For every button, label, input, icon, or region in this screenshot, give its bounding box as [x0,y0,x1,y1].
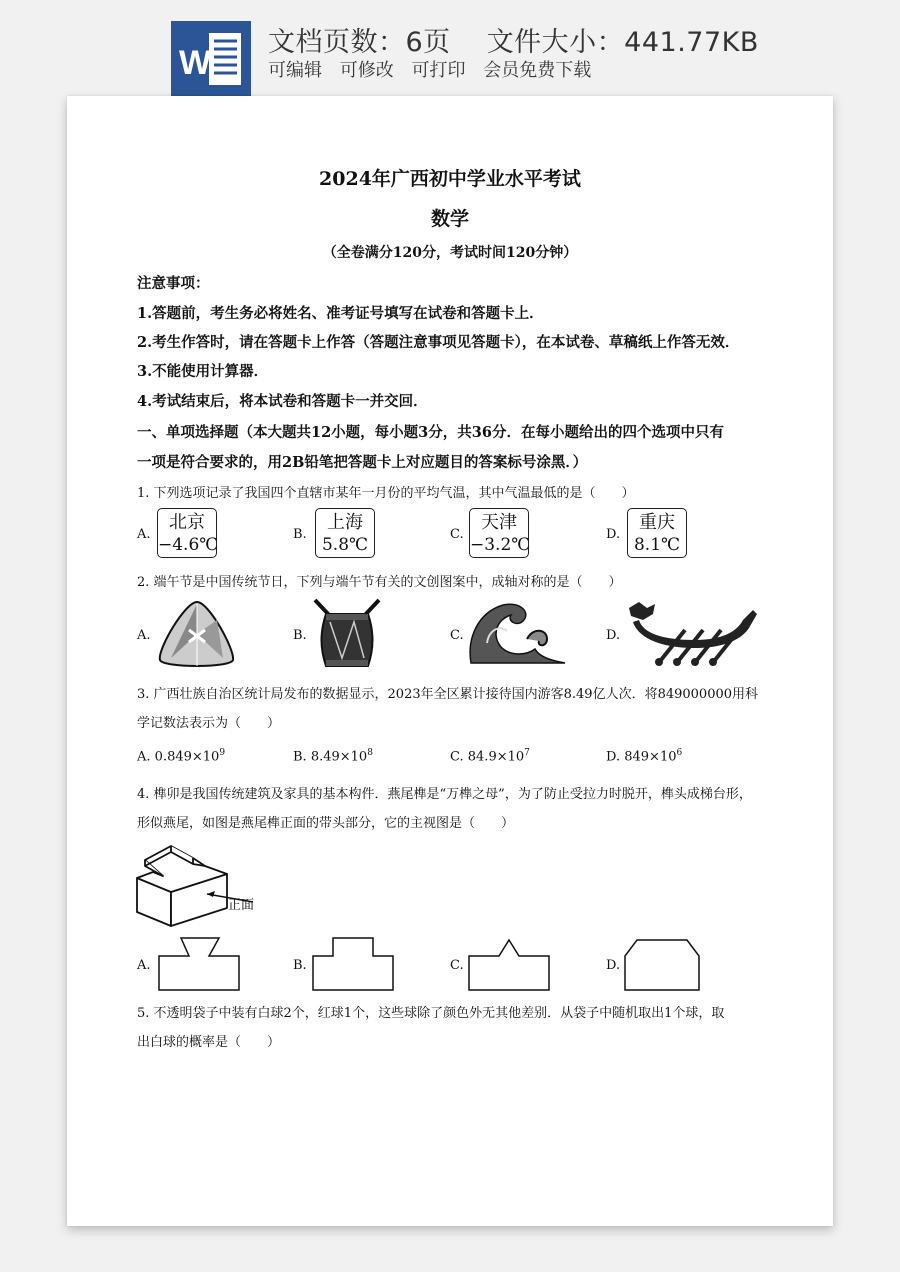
city-temp: 8.1℃ [633,535,681,555]
city-temp: 5.8℃ [321,535,369,555]
front-label: 正面 [228,898,255,913]
notice-2: 2.考生作答时，请在答题卡上作答（答题注意事项见答题卡），在本试卷、草稿纸上作答无效． [137,334,740,351]
q4-option-d-letter: D. [606,958,621,973]
action-modifiable: 可修改 [339,60,394,81]
document-page [67,96,833,1226]
drum-icon [312,596,382,674]
q1-option-a-letter: A. [137,527,151,542]
notice-4: 4.考试结束后，将本试卷和答题卡一并交回． [137,393,428,410]
q2-option-b-letter: B. [293,628,307,643]
option-base: 0.849×10 [154,749,220,765]
q3-option-a [137,748,225,764]
q1-option-b-box [315,508,375,558]
exam-subject: 数学 [430,208,469,230]
option-letter: C. [450,749,464,765]
option-exponent: 9 [219,748,226,758]
svg-text:W: W [179,44,212,82]
wave-icon [467,599,567,671]
option-exponent: 8 [367,748,373,758]
word-doc-icon [171,21,251,96]
file-size: 文件大小：441.77KB [486,27,759,58]
q1-option-c-box [469,508,529,558]
action-editable: 可编辑 [268,60,322,81]
q1-option-c-letter: C. [450,527,464,542]
banner-actions [268,56,603,82]
q4-stem-line1: 4. 榫卯是我国传统建筑及家具的基本构件．燕尾榫是“万榫之母”，为了防止受拉力时脱开，榫头成梯台形， [137,787,752,802]
q3-stem-line2: 学记数法表示为（ ） [137,716,281,731]
q3-option-d [606,748,682,764]
q4-option-b-letter: B. [293,958,307,973]
option-base: 849×10 [624,749,677,765]
q4-option-a-letter: A. [137,958,151,973]
option-letter: D. [606,749,621,765]
download-banner [0,0,900,96]
q3-option-b [293,748,373,764]
page-count: 文档页数：6页 [268,27,451,58]
q3-option-c [450,748,530,764]
q2-stem: 2. 端午节是中国传统节日，下列与端午节有关的文创图案中，成轴对称的是（ ） [137,575,622,590]
section1-line1: 一、单项选择题（本大题共12小题，每小题3分，共36分．在每小题给出的四个选项中只有 [137,424,724,441]
q4-option-c-letter: C. [450,958,464,973]
q2-option-a-letter: A. [137,628,151,643]
q4-option-b-shape [311,936,395,996]
q2-option-c-letter: C. [450,628,464,643]
option-exponent: 7 [524,748,530,758]
q1-stem: 1. 下列选项记录了我国四个直辖市某年一月份的平均气温，其中气温最低的是（ ） [137,486,635,501]
zongzi-icon [157,600,237,674]
option-letter: A. [137,749,151,765]
banner-file-info [268,20,759,59]
dovetail-tenon-figure [133,840,293,934]
q1-option-d-box [627,508,687,558]
q1-option-d-letter: D. [606,527,621,542]
exam-title: 2024年广西初中学业水平考试 [319,168,581,190]
notice-3: 3.不能使用计算器． [137,363,269,380]
option-exponent: 6 [676,748,683,758]
q4-option-d-shape [623,936,703,996]
action-printable: 可打印 [411,60,466,81]
city-name: 天津 [481,512,517,533]
action-member-download[interactable]: 会员免费下载 [483,60,592,81]
q4-option-a-shape [157,936,241,996]
city-temp: −4.6℃ [158,535,219,555]
q1-option-a-box [157,508,217,558]
option-base: 84.9×10 [467,749,525,765]
section1-line2: 一项是符合要求的，用2B铅笔把答题卡上对应题目的答案标号涂黑．） [137,454,588,471]
city-name: 重庆 [639,512,675,533]
notice-heading: 注意事项： [137,275,210,292]
q1-option-b-letter: B. [293,527,307,542]
q4-option-c-shape [467,936,551,996]
city-name: 上海 [327,512,363,533]
dragon-boat-icon [625,600,759,672]
notice-1: 1.答题前，考生务必将姓名、准考证号填写在试卷和答题卡上． [137,305,544,322]
q4-stem-line2: 形似燕尾，如图是燕尾榫正面的带头部分，它的主视图是（ ） [137,816,515,831]
city-name: 北京 [169,512,205,533]
option-base: 8.49×10 [310,749,368,765]
q3-stem-line1: 3. 广西壮族自治区统计局发布的数据显示，2023年全区累计接待国内游客8.49亿人次．将849000000用科 [137,687,759,702]
score-note: （全卷满分120分，考试时间120分钟） [322,245,578,261]
q5-stem-line1: 5. 不透明袋子中装有白球2个，红球1个，这些球除了颜色外无其他差别．从袋子中随机取出1个球，取 [137,1006,725,1021]
option-letter: B. [293,749,307,765]
q2-option-d-letter: D. [606,628,621,643]
q5-stem-line2: 出白球的概率是（ ） [137,1035,281,1050]
city-temp: −3.2℃ [470,535,531,555]
